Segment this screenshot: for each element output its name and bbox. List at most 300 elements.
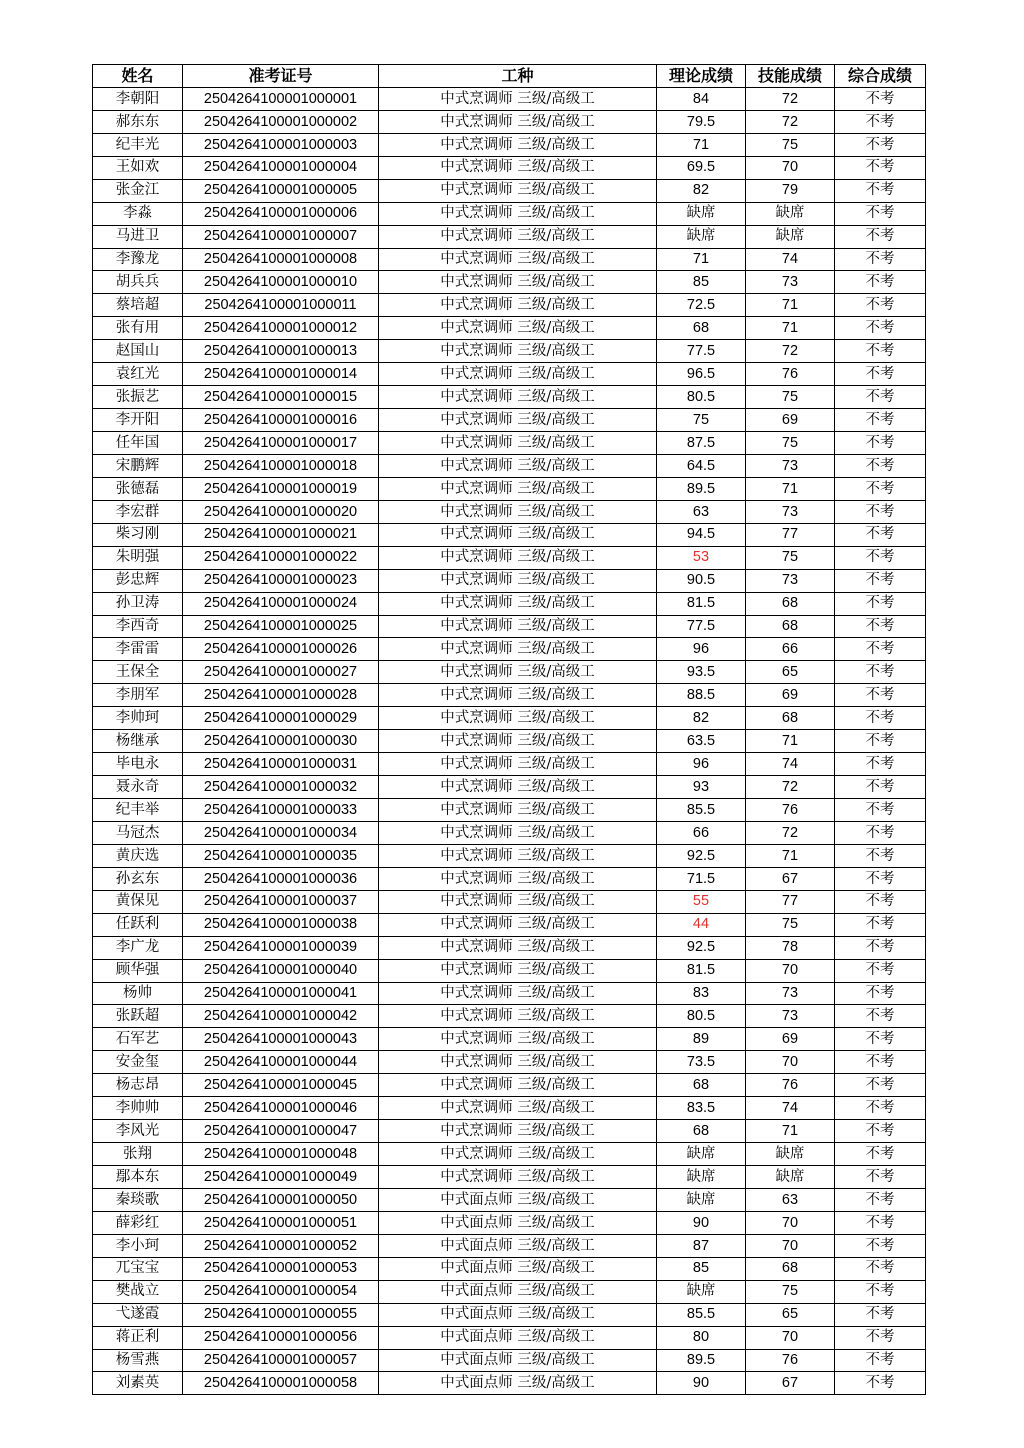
cell-total-score: 不考 xyxy=(835,386,926,409)
cell-theory-score: 94.5 xyxy=(657,523,746,546)
header-skill-score: 技能成绩 xyxy=(746,65,835,88)
table-row xyxy=(93,133,926,156)
cell-total-score: 不考 xyxy=(835,707,926,730)
cell-exam-id: 2504264100001000002 xyxy=(183,110,379,133)
cell-job-type: 中式烹调师 三级/高级工 xyxy=(379,432,657,455)
cell-total-score: 不考 xyxy=(835,409,926,432)
cell-total-score: 不考 xyxy=(835,615,926,638)
cell-total-score: 不考 xyxy=(835,202,926,225)
cell-exam-id: 2504264100001000029 xyxy=(183,707,379,730)
cell-job-type: 中式烹调师 三级/高级工 xyxy=(379,1097,657,1120)
cell-name: 李豫龙 xyxy=(93,248,183,271)
cell-theory-score: 96.5 xyxy=(657,363,746,386)
cell-skill-score: 73 xyxy=(746,454,835,477)
cell-theory-score: 85 xyxy=(657,271,746,294)
cell-theory-score: 81.5 xyxy=(657,959,746,982)
cell-exam-id: 2504264100001000022 xyxy=(183,546,379,569)
cell-theory-score: 71.5 xyxy=(657,867,746,890)
cell-theory-score: 55 xyxy=(657,890,746,913)
cell-theory-score: 71 xyxy=(657,248,746,271)
cell-name: 杨继承 xyxy=(93,730,183,753)
cell-name: 彭忠辉 xyxy=(93,569,183,592)
cell-job-type: 中式烹调师 三级/高级工 xyxy=(379,179,657,202)
cell-name: 安金玺 xyxy=(93,1051,183,1074)
cell-theory-score: 75 xyxy=(657,409,746,432)
cell-exam-id: 2504264100001000019 xyxy=(183,477,379,500)
cell-theory-score: 90 xyxy=(657,1372,746,1395)
cell-theory-score: 85 xyxy=(657,1257,746,1280)
cell-theory-score: 88.5 xyxy=(657,684,746,707)
cell-theory-score: 缺席 xyxy=(657,1166,746,1189)
cell-name: 李宏群 xyxy=(93,500,183,523)
cell-job-type: 中式面点师 三级/高级工 xyxy=(379,1349,657,1372)
cell-name: 秦琰歌 xyxy=(93,1188,183,1211)
cell-name: 杨志昂 xyxy=(93,1074,183,1097)
cell-total-score: 不考 xyxy=(835,753,926,776)
cell-skill-score: 67 xyxy=(746,867,835,890)
cell-skill-score: 72 xyxy=(746,340,835,363)
cell-exam-id: 2504264100001000056 xyxy=(183,1326,379,1349)
cell-exam-id: 2504264100001000051 xyxy=(183,1211,379,1234)
cell-theory-score: 缺席 xyxy=(657,1143,746,1166)
cell-job-type: 中式烹调师 三级/高级工 xyxy=(379,615,657,638)
cell-job-type: 中式烹调师 三级/高级工 xyxy=(379,936,657,959)
cell-theory-score: 93.5 xyxy=(657,661,746,684)
cell-theory-score: 82 xyxy=(657,707,746,730)
cell-total-score: 不考 xyxy=(835,294,926,317)
cell-exam-id: 2504264100001000058 xyxy=(183,1372,379,1395)
cell-exam-id: 2504264100001000004 xyxy=(183,156,379,179)
cell-skill-score: 65 xyxy=(746,1303,835,1326)
cell-name: 张翔 xyxy=(93,1143,183,1166)
cell-skill-score: 76 xyxy=(746,799,835,822)
cell-total-score: 不考 xyxy=(835,317,926,340)
cell-exam-id: 2504264100001000008 xyxy=(183,248,379,271)
cell-exam-id: 2504264100001000013 xyxy=(183,340,379,363)
cell-theory-score: 68 xyxy=(657,1120,746,1143)
cell-skill-score: 70 xyxy=(746,1326,835,1349)
cell-job-type: 中式烹调师 三级/高级工 xyxy=(379,638,657,661)
table-row xyxy=(93,1257,926,1280)
cell-theory-score: 79.5 xyxy=(657,110,746,133)
cell-name: 李朝阳 xyxy=(93,87,183,110)
header-total-score: 综合成绩 xyxy=(835,65,926,88)
cell-exam-id: 2504264100001000014 xyxy=(183,363,379,386)
cell-total-score: 不考 xyxy=(835,1005,926,1028)
cell-total-score: 不考 xyxy=(835,1097,926,1120)
table-row xyxy=(93,1326,926,1349)
cell-theory-score: 64.5 xyxy=(657,454,746,477)
table-row xyxy=(93,1097,926,1120)
cell-total-score: 不考 xyxy=(835,684,926,707)
header-exam-id: 准考证号 xyxy=(183,65,379,88)
table-row xyxy=(93,1143,926,1166)
cell-name: 蒋正利 xyxy=(93,1326,183,1349)
table-row xyxy=(93,1051,926,1074)
cell-theory-score: 80.5 xyxy=(657,1005,746,1028)
cell-skill-score: 75 xyxy=(746,913,835,936)
cell-job-type: 中式面点师 三级/高级工 xyxy=(379,1211,657,1234)
cell-total-score: 不考 xyxy=(835,500,926,523)
cell-job-type: 中式烹调师 三级/高级工 xyxy=(379,110,657,133)
cell-job-type: 中式烹调师 三级/高级工 xyxy=(379,1051,657,1074)
cell-job-type: 中式烹调师 三级/高级工 xyxy=(379,959,657,982)
cell-total-score: 不考 xyxy=(835,1349,926,1372)
cell-skill-score: 71 xyxy=(746,844,835,867)
cell-theory-score: 68 xyxy=(657,1074,746,1097)
cell-exam-id: 2504264100001000025 xyxy=(183,615,379,638)
cell-skill-score: 75 xyxy=(746,1280,835,1303)
cell-total-score: 不考 xyxy=(835,156,926,179)
cell-theory-score: 80 xyxy=(657,1326,746,1349)
cell-exam-id: 2504264100001000021 xyxy=(183,523,379,546)
cell-theory-score: 66 xyxy=(657,821,746,844)
cell-exam-id: 2504264100001000011 xyxy=(183,294,379,317)
cell-exam-id: 2504264100001000040 xyxy=(183,959,379,982)
cell-job-type: 中式面点师 三级/高级工 xyxy=(379,1257,657,1280)
cell-job-type: 中式烹调师 三级/高级工 xyxy=(379,890,657,913)
cell-theory-score: 92.5 xyxy=(657,936,746,959)
cell-theory-score: 缺席 xyxy=(657,225,746,248)
cell-exam-id: 2504264100001000050 xyxy=(183,1188,379,1211)
table-row xyxy=(93,982,926,1005)
cell-job-type: 中式烹调师 三级/高级工 xyxy=(379,661,657,684)
cell-exam-id: 2504264100001000018 xyxy=(183,454,379,477)
cell-skill-score: 68 xyxy=(746,615,835,638)
cell-name: 张德磊 xyxy=(93,477,183,500)
cell-total-score: 不考 xyxy=(835,982,926,1005)
cell-name: 孙卫涛 xyxy=(93,592,183,615)
cell-name: 胡兵兵 xyxy=(93,271,183,294)
cell-skill-score: 73 xyxy=(746,569,835,592)
cell-name: 李帅帅 xyxy=(93,1097,183,1120)
cell-skill-score: 63 xyxy=(746,1188,835,1211)
table-row xyxy=(93,890,926,913)
cell-total-score: 不考 xyxy=(835,730,926,753)
cell-name: 李朋军 xyxy=(93,684,183,707)
cell-job-type: 中式烹调师 三级/高级工 xyxy=(379,202,657,225)
cell-total-score: 不考 xyxy=(835,821,926,844)
table-row xyxy=(93,615,926,638)
cell-name: 李帅珂 xyxy=(93,707,183,730)
cell-job-type: 中式烹调师 三级/高级工 xyxy=(379,730,657,753)
table-row xyxy=(93,776,926,799)
cell-skill-score: 72 xyxy=(746,821,835,844)
table-row xyxy=(93,730,926,753)
cell-name: 任跃利 xyxy=(93,913,183,936)
cell-theory-score: 84 xyxy=(657,87,746,110)
cell-theory-score: 85.5 xyxy=(657,799,746,822)
table-row xyxy=(93,707,926,730)
cell-exam-id: 2504264100001000049 xyxy=(183,1166,379,1189)
cell-theory-score: 87 xyxy=(657,1234,746,1257)
table-row xyxy=(93,500,926,523)
cell-exam-id: 2504264100001000042 xyxy=(183,1005,379,1028)
header-job-type: 工种 xyxy=(379,65,657,88)
table-row xyxy=(93,317,926,340)
cell-exam-id: 2504264100001000037 xyxy=(183,890,379,913)
cell-total-score: 不考 xyxy=(835,844,926,867)
cell-exam-id: 2504264100001000034 xyxy=(183,821,379,844)
table-row xyxy=(93,592,926,615)
cell-job-type: 中式烹调师 三级/高级工 xyxy=(379,340,657,363)
cell-skill-score: 76 xyxy=(746,1349,835,1372)
table-row xyxy=(93,294,926,317)
cell-skill-score: 72 xyxy=(746,776,835,799)
table-row xyxy=(93,638,926,661)
cell-exam-id: 2504264100001000035 xyxy=(183,844,379,867)
cell-total-score: 不考 xyxy=(835,133,926,156)
cell-job-type: 中式烹调师 三级/高级工 xyxy=(379,799,657,822)
cell-job-type: 中式面点师 三级/高级工 xyxy=(379,1372,657,1395)
cell-total-score: 不考 xyxy=(835,179,926,202)
cell-theory-score: 缺席 xyxy=(657,1188,746,1211)
cell-skill-score: 71 xyxy=(746,1120,835,1143)
cell-exam-id: 2504264100001000036 xyxy=(183,867,379,890)
cell-total-score: 不考 xyxy=(835,638,926,661)
cell-job-type: 中式烹调师 三级/高级工 xyxy=(379,592,657,615)
cell-total-score: 不考 xyxy=(835,959,926,982)
cell-theory-score: 44 xyxy=(657,913,746,936)
cell-skill-score: 70 xyxy=(746,156,835,179)
cell-skill-score: 78 xyxy=(746,936,835,959)
cell-total-score: 不考 xyxy=(835,569,926,592)
cell-job-type: 中式烹调师 三级/高级工 xyxy=(379,133,657,156)
cell-name: 蔡培超 xyxy=(93,294,183,317)
cell-name: 李西奇 xyxy=(93,615,183,638)
cell-name: 赵国山 xyxy=(93,340,183,363)
cell-total-score: 不考 xyxy=(835,432,926,455)
cell-skill-score: 缺席 xyxy=(746,225,835,248)
cell-total-score: 不考 xyxy=(835,890,926,913)
table-row xyxy=(93,1211,926,1234)
cell-name: 黄庆选 xyxy=(93,844,183,867)
cell-total-score: 不考 xyxy=(835,1028,926,1051)
cell-job-type: 中式烹调师 三级/高级工 xyxy=(379,1143,657,1166)
cell-theory-score: 83 xyxy=(657,982,746,1005)
table-row xyxy=(93,1303,926,1326)
cell-total-score: 不考 xyxy=(835,454,926,477)
cell-job-type: 中式烹调师 三级/高级工 xyxy=(379,225,657,248)
cell-skill-score: 69 xyxy=(746,684,835,707)
cell-job-type: 中式烹调师 三级/高级工 xyxy=(379,684,657,707)
cell-theory-score: 93 xyxy=(657,776,746,799)
cell-job-type: 中式烹调师 三级/高级工 xyxy=(379,867,657,890)
cell-name: 张金江 xyxy=(93,179,183,202)
cell-job-type: 中式烹调师 三级/高级工 xyxy=(379,982,657,1005)
cell-job-type: 中式烹调师 三级/高级工 xyxy=(379,753,657,776)
cell-name: 郝东东 xyxy=(93,110,183,133)
table-row xyxy=(93,248,926,271)
header-theory-score: 理论成绩 xyxy=(657,65,746,88)
table-row xyxy=(93,409,926,432)
cell-name: 孙玄东 xyxy=(93,867,183,890)
table-row xyxy=(93,1005,926,1028)
cell-job-type: 中式面点师 三级/高级工 xyxy=(379,1280,657,1303)
cell-skill-score: 73 xyxy=(746,982,835,1005)
cell-total-score: 不考 xyxy=(835,110,926,133)
cell-job-type: 中式烹调师 三级/高级工 xyxy=(379,546,657,569)
cell-name: 马进卫 xyxy=(93,225,183,248)
cell-name: 樊战立 xyxy=(93,1280,183,1303)
cell-exam-id: 2504264100001000006 xyxy=(183,202,379,225)
table-row xyxy=(93,523,926,546)
cell-job-type: 中式烹调师 三级/高级工 xyxy=(379,913,657,936)
table-row xyxy=(93,386,926,409)
cell-name: 鄢本东 xyxy=(93,1166,183,1189)
cell-name: 顾华强 xyxy=(93,959,183,982)
cell-total-score: 不考 xyxy=(835,546,926,569)
cell-job-type: 中式烹调师 三级/高级工 xyxy=(379,271,657,294)
cell-skill-score: 65 xyxy=(746,661,835,684)
cell-job-type: 中式烹调师 三级/高级工 xyxy=(379,317,657,340)
cell-theory-score: 89.5 xyxy=(657,1349,746,1372)
table-row xyxy=(93,340,926,363)
cell-exam-id: 2504264100001000043 xyxy=(183,1028,379,1051)
cell-name: 黄保见 xyxy=(93,890,183,913)
cell-theory-score: 87.5 xyxy=(657,432,746,455)
cell-total-score: 不考 xyxy=(835,1188,926,1211)
cell-job-type: 中式烹调师 三级/高级工 xyxy=(379,844,657,867)
cell-theory-score: 73.5 xyxy=(657,1051,746,1074)
cell-total-score: 不考 xyxy=(835,363,926,386)
cell-job-type: 中式烹调师 三级/高级工 xyxy=(379,363,657,386)
cell-exam-id: 2504264100001000020 xyxy=(183,500,379,523)
cell-total-score: 不考 xyxy=(835,1211,926,1234)
cell-theory-score: 80.5 xyxy=(657,386,746,409)
cell-exam-id: 2504264100001000052 xyxy=(183,1234,379,1257)
cell-theory-score: 63 xyxy=(657,500,746,523)
cell-total-score: 不考 xyxy=(835,936,926,959)
cell-name: 毕电永 xyxy=(93,753,183,776)
cell-exam-id: 2504264100001000005 xyxy=(183,179,379,202)
cell-name: 李雷雷 xyxy=(93,638,183,661)
table-row xyxy=(93,684,926,707)
table-row xyxy=(93,1280,926,1303)
cell-exam-id: 2504264100001000024 xyxy=(183,592,379,615)
cell-name: 杨雪燕 xyxy=(93,1349,183,1372)
table-row xyxy=(93,432,926,455)
cell-total-score: 不考 xyxy=(835,776,926,799)
cell-theory-score: 89.5 xyxy=(657,477,746,500)
cell-skill-score: 72 xyxy=(746,87,835,110)
cell-name: 弋遂霞 xyxy=(93,1303,183,1326)
cell-skill-score: 缺席 xyxy=(746,202,835,225)
cell-name: 李小珂 xyxy=(93,1234,183,1257)
cell-total-score: 不考 xyxy=(835,1074,926,1097)
cell-theory-score: 83.5 xyxy=(657,1097,746,1120)
cell-job-type: 中式烹调师 三级/高级工 xyxy=(379,707,657,730)
cell-theory-score: 85.5 xyxy=(657,1303,746,1326)
cell-skill-score: 70 xyxy=(746,1211,835,1234)
cell-name: 王如欢 xyxy=(93,156,183,179)
cell-job-type: 中式烹调师 三级/高级工 xyxy=(379,1074,657,1097)
cell-name: 宋鹏辉 xyxy=(93,454,183,477)
cell-job-type: 中式烹调师 三级/高级工 xyxy=(379,477,657,500)
cell-skill-score: 70 xyxy=(746,1051,835,1074)
table-row xyxy=(93,271,926,294)
cell-exam-id: 2504264100001000032 xyxy=(183,776,379,799)
cell-theory-score: 96 xyxy=(657,638,746,661)
cell-theory-score: 77.5 xyxy=(657,340,746,363)
cell-skill-score: 73 xyxy=(746,271,835,294)
cell-exam-id: 2504264100001000045 xyxy=(183,1074,379,1097)
cell-total-score: 不考 xyxy=(835,1372,926,1395)
header-row xyxy=(93,65,926,88)
cell-skill-score: 75 xyxy=(746,386,835,409)
cell-exam-id: 2504264100001000001 xyxy=(183,87,379,110)
cell-total-score: 不考 xyxy=(835,87,926,110)
cell-name: 任年国 xyxy=(93,432,183,455)
cell-job-type: 中式烹调师 三级/高级工 xyxy=(379,569,657,592)
cell-theory-score: 81.5 xyxy=(657,592,746,615)
cell-skill-score: 74 xyxy=(746,1097,835,1120)
cell-skill-score: 缺席 xyxy=(746,1143,835,1166)
cell-skill-score: 68 xyxy=(746,592,835,615)
cell-job-type: 中式烹调师 三级/高级工 xyxy=(379,821,657,844)
cell-total-score: 不考 xyxy=(835,799,926,822)
cell-theory-score: 缺席 xyxy=(657,202,746,225)
cell-exam-id: 2504264100001000048 xyxy=(183,1143,379,1166)
cell-name: 刘素英 xyxy=(93,1372,183,1395)
cell-total-score: 不考 xyxy=(835,1051,926,1074)
table-row xyxy=(93,477,926,500)
score-table xyxy=(92,64,926,1395)
cell-name: 张跃超 xyxy=(93,1005,183,1028)
cell-name: 袁红光 xyxy=(93,363,183,386)
cell-total-score: 不考 xyxy=(835,477,926,500)
cell-theory-score: 77.5 xyxy=(657,615,746,638)
cell-total-score: 不考 xyxy=(835,1257,926,1280)
cell-name: 纪丰光 xyxy=(93,133,183,156)
cell-exam-id: 2504264100001000039 xyxy=(183,936,379,959)
cell-exam-id: 2504264100001000055 xyxy=(183,1303,379,1326)
cell-total-score: 不考 xyxy=(835,867,926,890)
cell-name: 杨帅 xyxy=(93,982,183,1005)
cell-name: 聂永奇 xyxy=(93,776,183,799)
cell-skill-score: 73 xyxy=(746,500,835,523)
cell-job-type: 中式烹调师 三级/高级工 xyxy=(379,776,657,799)
cell-skill-score: 71 xyxy=(746,317,835,340)
cell-theory-score: 71 xyxy=(657,133,746,156)
cell-name: 王保全 xyxy=(93,661,183,684)
cell-theory-score: 缺席 xyxy=(657,1280,746,1303)
cell-exam-id: 2504264100001000046 xyxy=(183,1097,379,1120)
cell-total-score: 不考 xyxy=(835,1166,926,1189)
cell-exam-id: 2504264100001000016 xyxy=(183,409,379,432)
cell-theory-score: 63.5 xyxy=(657,730,746,753)
cell-skill-score: 72 xyxy=(746,110,835,133)
table-row xyxy=(93,799,926,822)
cell-total-score: 不考 xyxy=(835,248,926,271)
cell-skill-score: 70 xyxy=(746,1234,835,1257)
cell-name: 李广龙 xyxy=(93,936,183,959)
cell-theory-score: 72.5 xyxy=(657,294,746,317)
cell-skill-score: 71 xyxy=(746,477,835,500)
cell-total-score: 不考 xyxy=(835,340,926,363)
cell-job-type: 中式烹调师 三级/高级工 xyxy=(379,156,657,179)
cell-name: 李开阳 xyxy=(93,409,183,432)
cell-theory-score: 89 xyxy=(657,1028,746,1051)
table-row xyxy=(93,179,926,202)
cell-job-type: 中式烹调师 三级/高级工 xyxy=(379,1028,657,1051)
cell-skill-score: 67 xyxy=(746,1372,835,1395)
cell-total-score: 不考 xyxy=(835,592,926,615)
cell-job-type: 中式烹调师 三级/高级工 xyxy=(379,1166,657,1189)
cell-exam-id: 2504264100001000031 xyxy=(183,753,379,776)
cell-job-type: 中式烹调师 三级/高级工 xyxy=(379,523,657,546)
table-row xyxy=(93,1166,926,1189)
